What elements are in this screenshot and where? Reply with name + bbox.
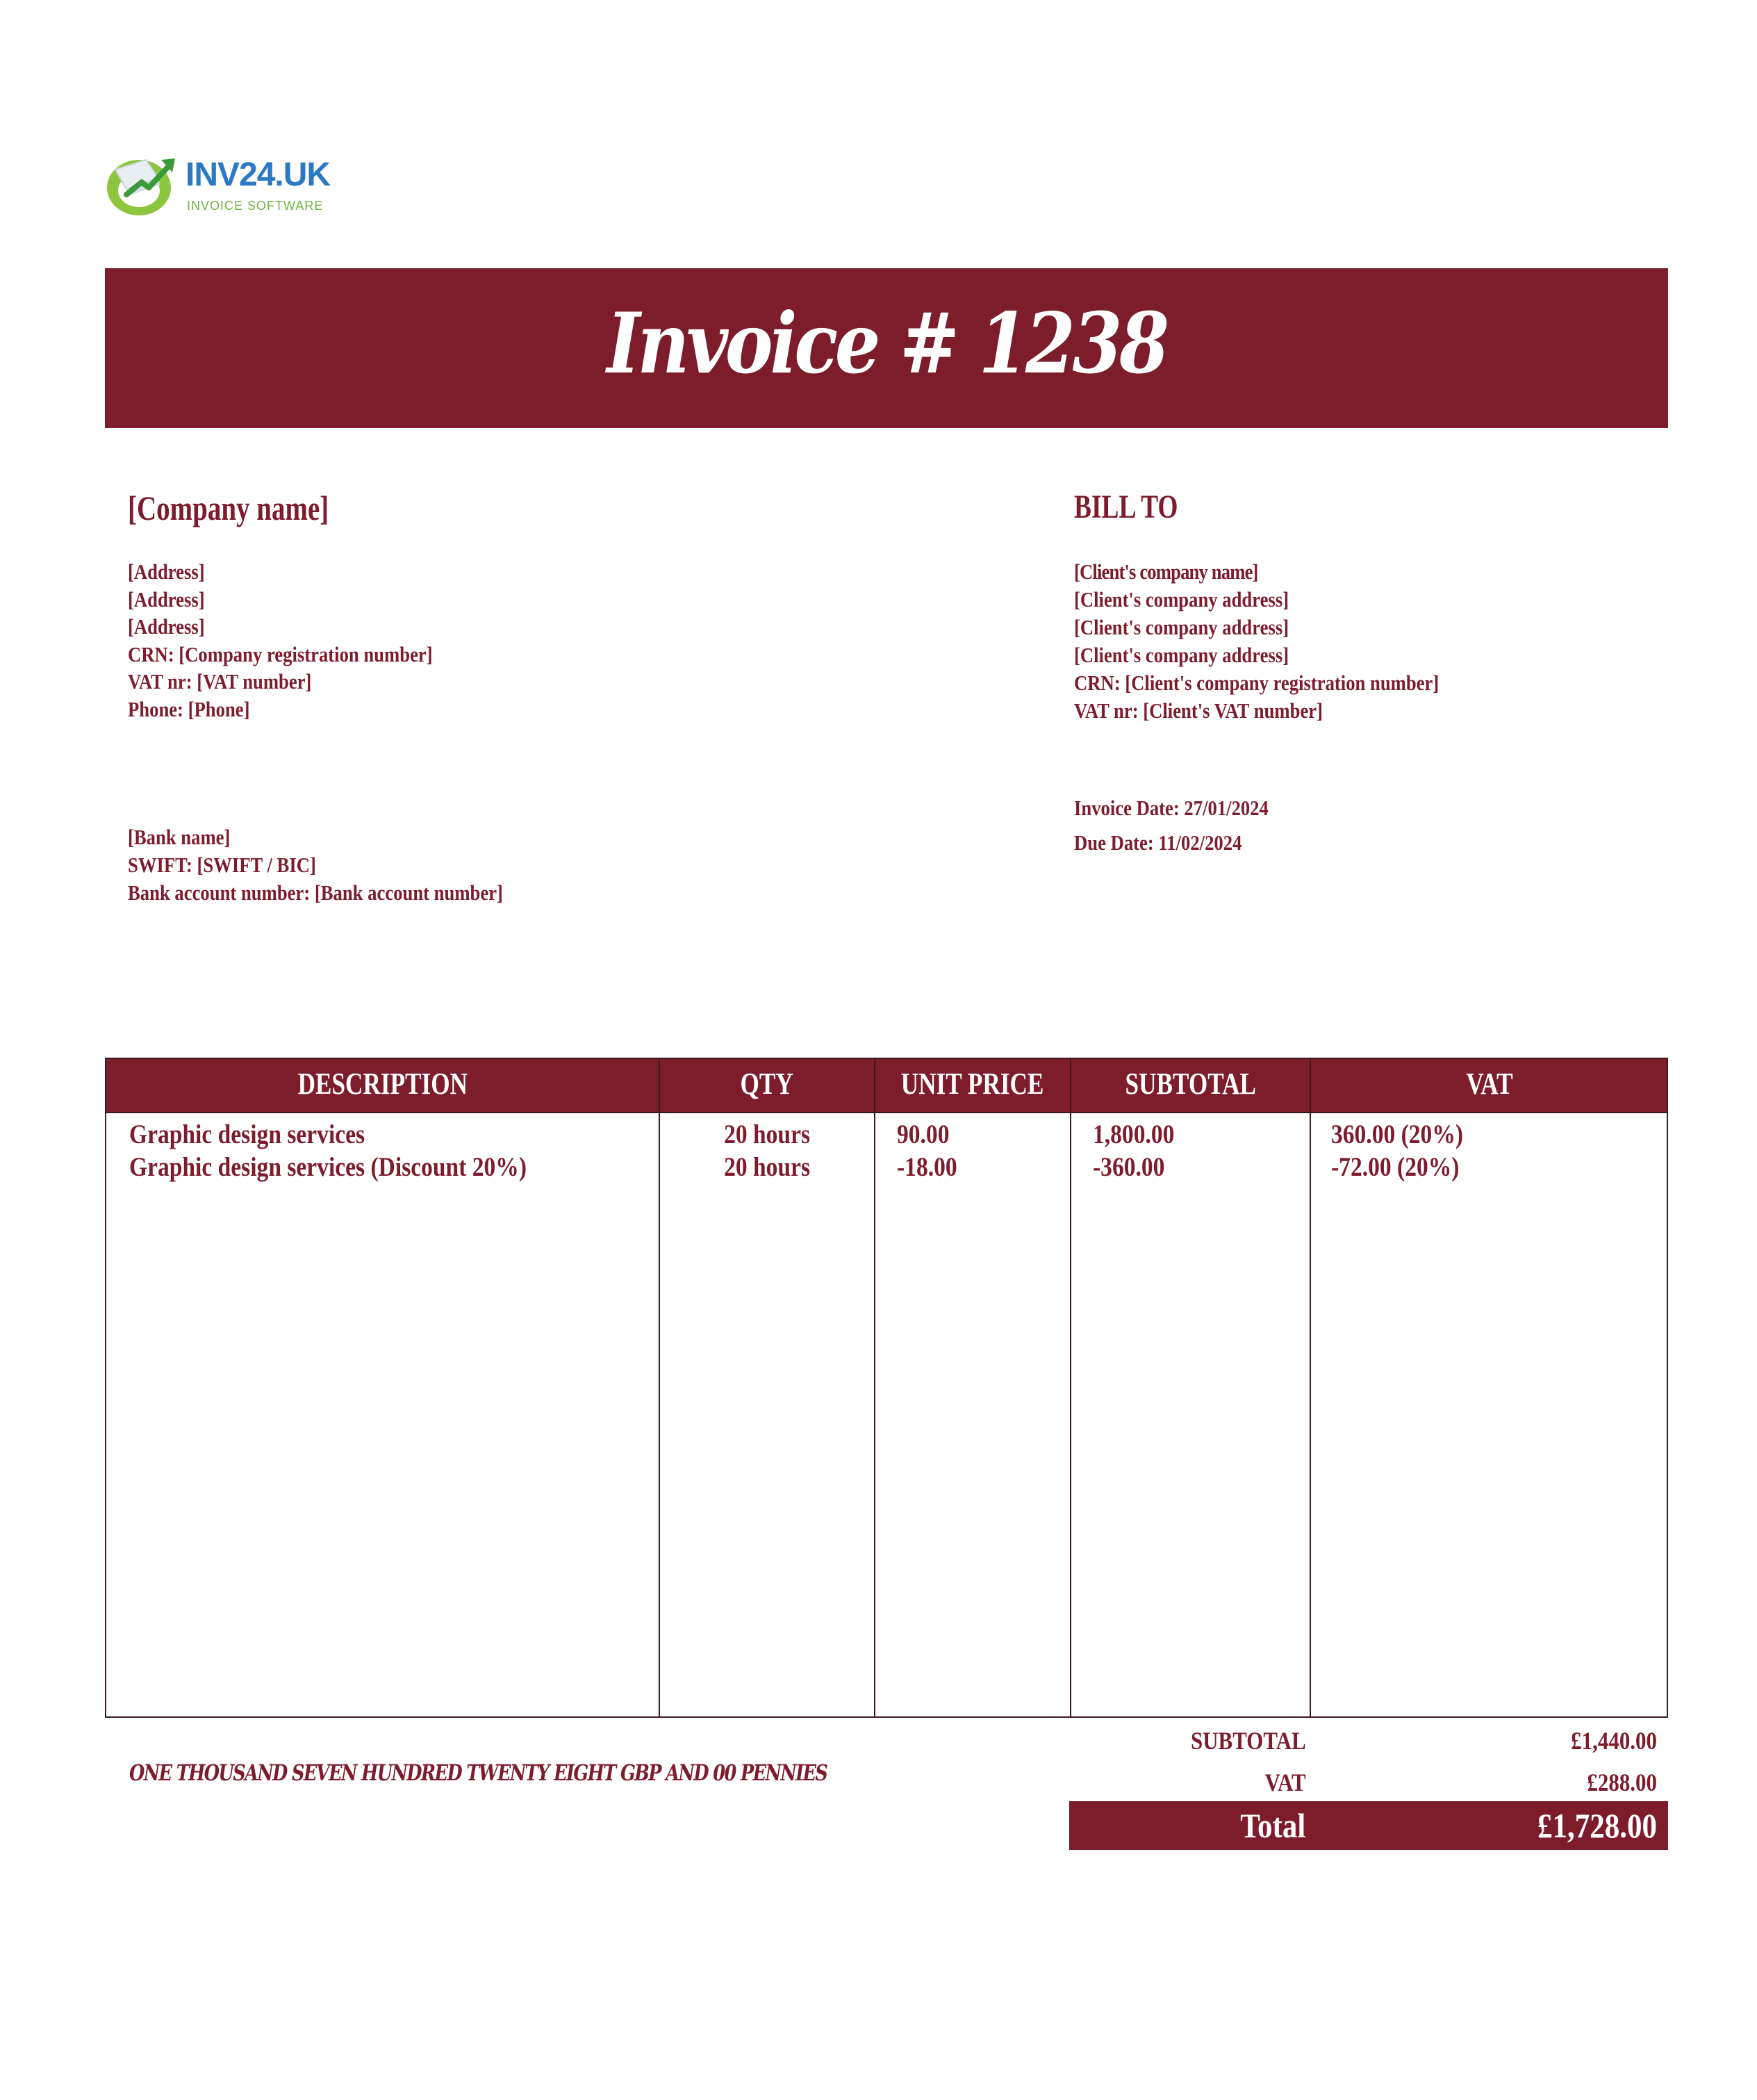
logo-name: INV24.UK	[185, 156, 331, 193]
item-subtotal: 1,800.00	[1093, 1119, 1175, 1149]
items-table	[105, 1058, 1668, 1718]
amount-in-words: ONE THOUSAND SEVEN HUNDRED TWENTY EIGHT GBP AND 00 PENNIES	[129, 1759, 827, 1786]
column-divider	[874, 1059, 875, 1716]
header-unit-price: UNIT PRICE	[901, 1067, 1044, 1101]
seller-line: [Address]	[128, 586, 205, 612]
header-subtotal: SUBTOTAL	[1125, 1067, 1256, 1101]
header-vat: VAT	[1466, 1067, 1513, 1101]
item-subtotal: -360.00	[1093, 1152, 1165, 1182]
invoice-date: Invoice Date: 27/01/2024	[1074, 796, 1269, 820]
item-qty: 20 hours	[724, 1152, 810, 1182]
company-logo	[106, 150, 331, 220]
due-date: Due Date: 11/02/2024	[1074, 830, 1242, 855]
client-line: [Client's company address]	[1074, 587, 1289, 612]
title-banner	[105, 268, 1668, 428]
seller-details	[128, 558, 482, 723]
logo-icon	[106, 150, 178, 220]
client-line: [Client's company address]	[1074, 615, 1289, 639]
total-label: Total	[1239, 1806, 1305, 1845]
bank-line: Bank account number: [Bank account number]	[128, 880, 503, 905]
total-bar	[1069, 1801, 1668, 1850]
bank-line: [Bank name]	[128, 825, 231, 849]
seller-line: VAT nr: [VAT number]	[128, 669, 312, 694]
item-vat: -72.00 (20%)	[1331, 1152, 1460, 1182]
item-unit-price: -18.00	[897, 1152, 957, 1182]
client-line: [Client's company name]	[1074, 559, 1258, 584]
bank-details	[128, 823, 564, 907]
seller-line: [Address]	[128, 614, 205, 639]
invoice-title: Invoice # 1238	[607, 295, 1166, 393]
subtotal-label: SUBTOTAL	[1191, 1727, 1306, 1755]
client-line: VAT nr: [Client's VAT number]	[1074, 698, 1323, 723]
seller-company-name: [Company name]	[128, 489, 329, 527]
item-unit-price: 90.00	[897, 1119, 950, 1149]
total-value: £1,728.00	[1537, 1806, 1657, 1845]
seller-line: Phone: [Phone]	[128, 696, 250, 721]
subtotal-value: £1,440.00	[1571, 1727, 1657, 1755]
vat-value: £288.00	[1587, 1769, 1657, 1796]
seller-line: [Address]	[128, 559, 205, 584]
header-qty: QTY	[740, 1067, 794, 1101]
client-line: [Client's company address]	[1074, 643, 1289, 667]
item-description: Graphic design services	[129, 1119, 365, 1149]
column-divider	[1070, 1059, 1071, 1716]
item-qty: 20 hours	[724, 1119, 810, 1149]
column-divider	[1310, 1059, 1311, 1716]
invoice-dates	[1074, 791, 1300, 860]
bank-line: SWIFT: [SWIFT / BIC]	[128, 853, 316, 877]
logo-tagline: INVOICE SOFTWARE	[187, 199, 324, 213]
header-description: DESCRIPTION	[297, 1067, 468, 1101]
client-details	[1074, 558, 1499, 725]
seller-line: CRN: [Company registration number]	[128, 641, 433, 666]
vat-label: VAT	[1264, 1769, 1306, 1796]
item-vat: 360.00 (20%)	[1331, 1119, 1464, 1149]
client-line: CRN: [Client's company registration number]	[1074, 671, 1440, 695]
item-description: Graphic design services (Discount 20%)	[129, 1152, 527, 1182]
bill-to-heading: BILL TO	[1074, 489, 1178, 525]
